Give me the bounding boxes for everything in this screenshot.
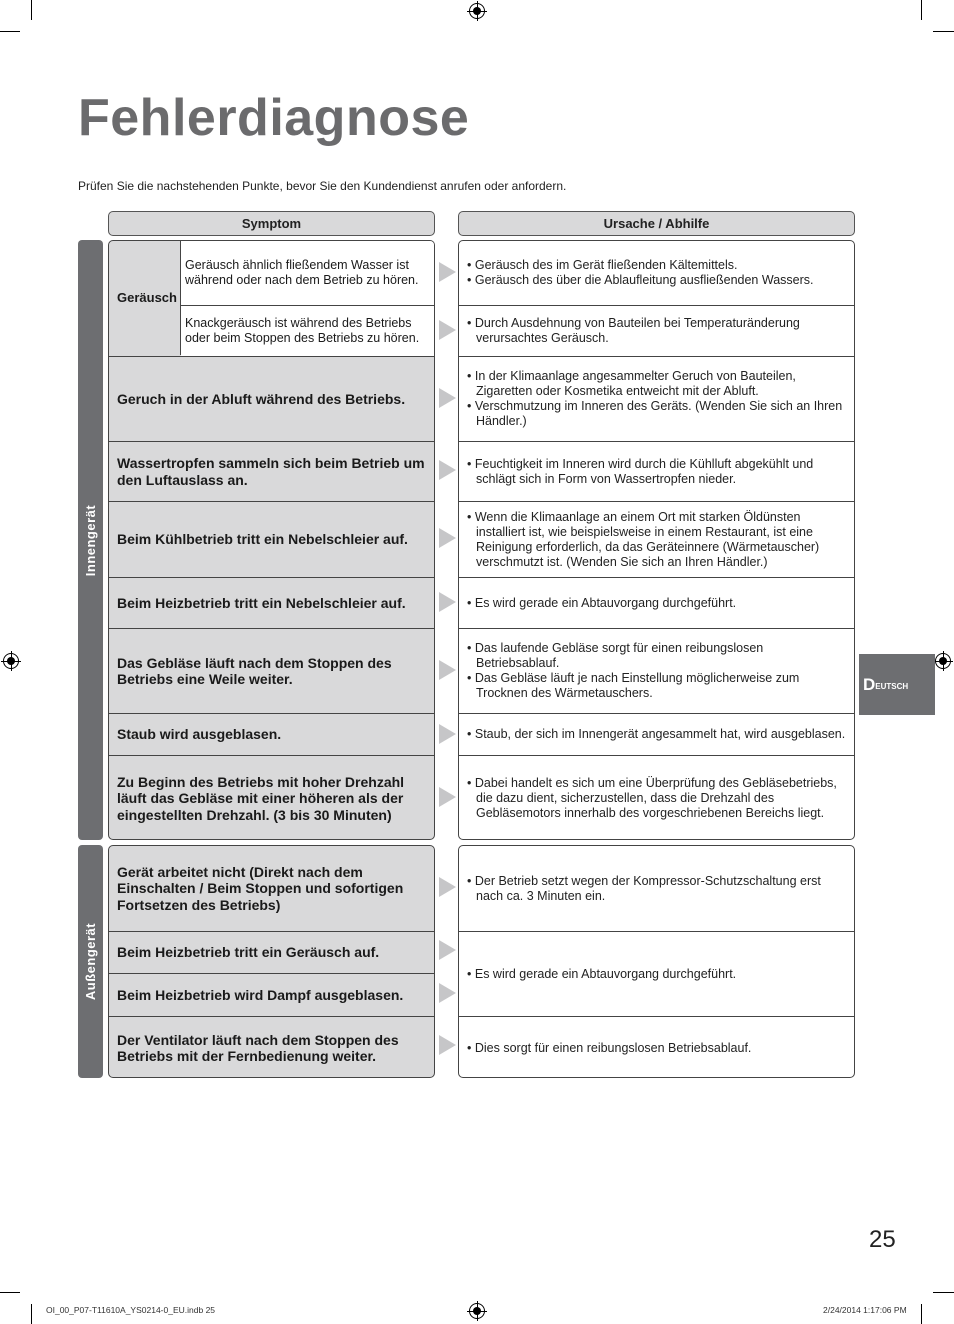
arrow-icon xyxy=(439,320,456,340)
cause-item: • In der Klimaanlage angesammelter Geruch von Bauteilen, Zigaretten oder Kosmetika entweicht mit der Abluft. xyxy=(467,369,848,399)
crop-mark xyxy=(0,31,20,32)
symptom-row: Geruch in der Abluft während des Betriebs. xyxy=(109,356,434,441)
language-tab-rest: EUTSCH xyxy=(875,682,909,691)
crop-mark xyxy=(933,1292,954,1293)
cause-item: • Durch Ausdehnung von Bauteilen bei Temperaturänderung verursachtes Geräusch. xyxy=(467,316,848,346)
cause-item: • Das Gebläse läuft je nach Einstellung möglicherweise zum Trocknen des Wärmetauschers. xyxy=(467,671,848,701)
cause-item: • Feuchtigkeit im Inneren wird durch die Kühlluft abgekühlt und schlägt sich in Form von Wassertropfen nieder. xyxy=(467,457,848,487)
cause-cell xyxy=(459,305,854,356)
noise-label: Geräusch xyxy=(109,241,181,355)
section-outdoor xyxy=(78,845,103,1078)
cause-cell xyxy=(459,577,854,628)
outdoor-symptom-box xyxy=(108,845,435,1078)
arrow-icon xyxy=(439,592,456,612)
language-tab-initial: D xyxy=(863,674,876,694)
crop-mark xyxy=(933,31,954,32)
symptom-row: Zu Beginn des Betriebs mit hoher Drehzahl läuft das Gebläse mit einer höheren als der eingestellten Drehzahl. (3 bis 30 Minuten) xyxy=(109,755,434,840)
outdoor-cause-box xyxy=(458,845,855,1078)
symptom-row: Gerät arbeitet nicht (Direkt nach dem Einschalten / Beim Stoppen und sofortigen Fortsetzen des Betriebs) xyxy=(117,863,404,913)
cause-cell xyxy=(459,846,854,931)
registration-mark-icon xyxy=(469,3,485,19)
section-outdoor-label: Außengerät xyxy=(83,922,99,1001)
language-tab xyxy=(859,654,935,715)
crop-mark xyxy=(921,0,922,20)
arrow-icon xyxy=(439,460,456,480)
intro-text: Prüfen Sie die nachstehenden Punkte, bevor Sie den Kundendienst anrufen oder anfordern. xyxy=(78,179,567,193)
registration-mark-icon xyxy=(3,653,19,669)
arrow-icon xyxy=(439,528,456,548)
cause-cell xyxy=(459,441,854,501)
cause-cell xyxy=(459,628,854,713)
cause-cell xyxy=(459,931,854,1016)
arrow-icon xyxy=(439,724,456,744)
cause-item: • Der Betrieb setzt wegen der Kompressor-Schutzschaltung erst nach ca. 3 Minuten ein. xyxy=(467,874,848,904)
cause-item: • Wenn die Klimaanlage an einem Ort mit starken Öldünsten installiert ist, wie beispielsweise in einem Restaurant, ist eine Reinigung erforderlich, da das Geräteinnere (Wärmetauscher) verschmutzt ist. (Wenden Sie sich an Ihren Händler.) xyxy=(467,510,848,570)
arrow-icon xyxy=(439,262,456,282)
arrow-icon xyxy=(439,787,456,807)
arrow-icon xyxy=(439,940,456,960)
cause-item: • Geräusch des im Gerät fließenden Kältemittels. xyxy=(467,258,813,273)
indoor-symptom-box xyxy=(108,240,435,840)
cause-cell xyxy=(459,241,854,305)
cause-item: • Dabei handelt es sich um eine Überprüfung des Gebläsebetriebs, die dazu dient, sicherzustellen, dass die Drehzahl des Gebläsemotors innerhalb des vorgeschriebenen Bereichs liegt. xyxy=(467,776,848,821)
arrow-icon xyxy=(439,877,456,897)
symptom-row: Das Gebläse läuft nach dem Stoppen des Betriebs eine Weile weiter. xyxy=(109,628,434,713)
registration-mark-icon xyxy=(935,653,951,669)
section-indoor xyxy=(78,240,103,840)
cause-item: • Dies sorgt für einen reibungslosen Betriebsablauf. xyxy=(467,1041,751,1056)
cause-cell xyxy=(459,356,854,441)
page-number: 25 xyxy=(869,1226,896,1253)
crop-mark xyxy=(921,1304,922,1324)
arrow-icon xyxy=(439,983,456,1003)
cause-cell xyxy=(459,755,854,840)
symptom-row: Beim Heizbetrieb wird Dampf ausgeblasen. xyxy=(109,973,434,1016)
crop-mark xyxy=(31,1304,32,1324)
noise-symptom-2: Knackgeräusch ist während des Betriebs oder beim Stoppen des Betriebs zu hören. xyxy=(181,305,434,356)
cause-item: • Es wird gerade ein Abtauvorgang durchgeführt. xyxy=(467,596,736,611)
cause-item: • Es wird gerade ein Abtauvorgang durchgeführt. xyxy=(467,967,736,982)
cause-cell xyxy=(459,1016,854,1078)
symptom-row: Beim Kühlbetrieb tritt ein Nebelschleier auf. xyxy=(109,501,434,577)
symptom-row: Der Ventilator läuft nach dem Stoppen des Betriebs mit der Fernbedienung weiter. xyxy=(109,1016,434,1078)
noise-row xyxy=(109,241,434,356)
indoor-cause-box xyxy=(458,240,855,840)
footer-file: OI_00_P07-T11610A_YS0214-0_EU.indb 25 xyxy=(46,1305,216,1315)
cause-item: • Geräusch des über die Ablaufleitung ausfließenden Wassers. xyxy=(467,273,813,288)
symptom-row: Beim Heizbetrieb tritt ein Nebelschleier auf. xyxy=(109,577,434,628)
cause-item: • Das laufende Gebläse sorgt für einen reibungslosen Betriebsablauf. xyxy=(467,641,848,671)
arrow-icon xyxy=(439,1035,456,1055)
cause-cell xyxy=(459,713,854,755)
symptom-row: Wassertropfen sammeln sich beim Betrieb um den Luftauslass an. xyxy=(109,441,434,501)
cause-header: Ursache / Abhilfe xyxy=(458,211,855,236)
symptom-row: Staub wird ausgeblasen. xyxy=(109,713,434,755)
symptom-header: Symptom xyxy=(108,211,435,236)
cause-item: • Staub, der sich im Innengerät angesammelt hat, wird ausgeblasen. xyxy=(467,727,845,742)
section-indoor-label: Innengerät xyxy=(83,504,98,576)
crop-mark xyxy=(31,0,32,20)
footer-datetime: 2/24/2014 1:17:06 PM xyxy=(823,1305,907,1315)
page-title: Fehlerdiagnose xyxy=(78,89,470,147)
registration-mark-icon xyxy=(469,1303,485,1319)
crop-mark xyxy=(0,1292,20,1293)
arrow-icon xyxy=(439,388,456,408)
cause-cell xyxy=(459,501,854,577)
cause-item: • Verschmutzung im Inneren des Geräts. (Wenden Sie sich an Ihren Händler.) xyxy=(467,399,848,429)
noise-symptom-1: Geräusch ähnlich fließendem Wasser ist während oder nach dem Betrieb zu hören. xyxy=(181,241,434,305)
symptom-row: Beim Heizbetrieb tritt ein Geräusch auf. xyxy=(109,931,434,973)
arrow-icon xyxy=(439,660,456,680)
